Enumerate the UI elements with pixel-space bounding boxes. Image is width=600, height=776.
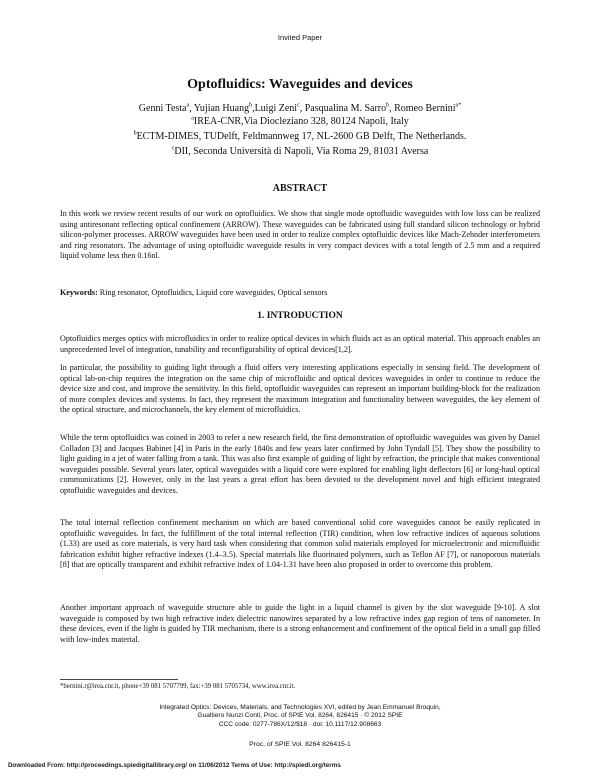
- intro-paragraph-1: Optofluidics merges optics with microfluidics in order to realize optical devices in which fluids act as an optical material. This approach enables an unprecedented level of integration, tunability and reconfigurability of optical devices[1,2].: [60, 334, 540, 354]
- page-identifier: Proc. of SPIE Vol. 8264 826415-1: [249, 741, 351, 748]
- abstract-heading: ABSTRACT: [272, 183, 328, 194]
- footnote-text: *bernini.r@irea.cnr.it, phone+39 081 5707799, fax:+39 081 5705734, www.irea.cnr.it.: [60, 683, 296, 690]
- invited-paper-label: Invited Paper: [277, 33, 323, 42]
- affiliation-text: IREA-CNR,Via Diocleziano 328, 80124 Napoli, Italy: [193, 116, 409, 127]
- keywords-text: Ring resonator, Optofluidics, Liquid core waveguides, Optical sensors: [97, 288, 328, 297]
- abstract-text: In this work we review recent results of our work on optofluidics. We show that single mode optofluidic waveguides with low loss can be realized using antiresonant reflecting optical confinement (ARROW). These waveguides can be fabricated using full standard silicon technology or hybrid silicon-polymer processes. ARROW waveguides have been used in order to realize complex optofluidic devices like Mach-Zehnder interferometers and ring resonators. The advantage of using optofluidic waveguide results in very compact devices with a total length of 2.5 mm and a required liquid volume less then 0.16nl.: [60, 209, 540, 261]
- citation-line-3: CCC code: 0277-786X/12/$18 · doi: 10.1117/12.908663: [218, 720, 382, 728]
- author-name: Genni Testa: [138, 103, 187, 114]
- keywords-label: Keywords:: [60, 288, 98, 297]
- author-affiliation-mark: a*: [455, 102, 462, 109]
- affiliation-b: [0, 130, 600, 143]
- affiliation-mark: b: [133, 130, 137, 137]
- author-name: ,Luigi Zeni: [252, 103, 298, 114]
- citation-line-1: Integrated Optics: Devices, Materials, and Technologies XVI, edited by Jean Emmanuel Broquin,: [159, 704, 441, 711]
- citation-block: [0, 704, 600, 729]
- author-affiliation-mark: b: [386, 102, 390, 109]
- intro-paragraph-3: While the term optofluidics was coined in 2003 to refer a new research field, the first demonstration of optofluidic waveguides was given by Daniel Colladon [3] and Jacques Babinet [4] in Paris in the early 1840s and few years later confirmed by John Tyndall [5]. They show the possibility to light guiding in a jet of water falling from a tank. This was also first example of guiding of light by refraction, the principle that makes conventional waveguides possible. Several years later, optical waveguides with a liquid core were explored for enabling light deflectors [6] or long-haul optical communications [2]. However, only in the last years a great effort has been devoted to the development novel and high efficient integrated optofluidic waveguides and devices.: [60, 433, 540, 495]
- intro-paragraph-5: Another important approach of waveguide structure able to guide the light in a liquid channel is given by the slot waveguide [9-10]. A slot waveguide is composed by two high refractive index dielectric nanowires separated by a low refractive index gap region of tens of nanometer. In these devices, even if the light is guided by TIR mechanism, there is a strong enhancement and confinement of the optical field in a small gap filled with low-index material.: [60, 603, 540, 644]
- author-affiliation-mark: c: [297, 102, 300, 109]
- paper-title: Optofluidics: Waveguides and devices: [187, 77, 413, 92]
- citation-line-2: Gualtiero Nunzi Conti, Proc. of SPIE Vol. 8264, 826415 · © 2012 SPIE: [197, 712, 403, 720]
- author-name: , Yujian Huang: [189, 103, 250, 114]
- affiliation-a: [0, 115, 600, 128]
- affiliation-mark: c: [171, 145, 175, 152]
- intro-paragraph-4: The total internal reflection confinement mechanism on which are based conventional solid core waveguides cannot be easily replicated in optofluidic waveguides. In fact, the fulfillment of the total internal reflection (TIR) condition, when low refractive indices of aqueous solutions (1.33) are used as core materials, is very hard task when considering that common solid materials employed for microelectronic and microfluidic fabrication exhibit higher refractive indexes (1.4–3.5). Special materials like fluorinated polymers, such as Teflon AF [7], or nanoporous materials [8] that are optically transparent and exhibit refractive index of 1.04-1.31 have been also proposed in order to overcome this problem.: [60, 518, 540, 570]
- author-affiliation-mark: b: [249, 102, 253, 109]
- affiliation-text: ECTM-DIMES, TUDelft, Feldmannweg 17, NL-2600 GB Delft, The Netherlands.: [136, 131, 467, 142]
- affiliation-mark: a: [191, 115, 194, 122]
- intro-paragraph-2: In particular, the possibility to guiding light through a fluid offers very interesting applications especially in sensing field. The development of optical lab-on-chip requires the integration on the same chip of microfluidic and optical devices waveguides in order to continue to reduce the device size and cost, and improve the sensitivity. In this field, optofluidic waveguides can represent an important building-block for the realization of more complex devices and systems. In fact, they represent the maximum integration and functionality between waveguides, the key element of the optical structure, and microchannels, the key element of microfluidics.: [60, 363, 540, 415]
- author-list: [0, 102, 600, 115]
- footnote-rule: [60, 679, 178, 680]
- author-affiliation-mark: a: [186, 102, 190, 109]
- author-name: , Pasqualina M. Sarro: [299, 103, 387, 114]
- author-name: , Romeo Bernini: [389, 103, 456, 114]
- affiliation-text: DII, Seconda Università di Napoli, Via Roma 29, 81031 Aversa: [174, 146, 429, 157]
- affiliation-c: [0, 145, 600, 158]
- download-notice: Downloaded From: http://proceedings.spiedigitallibrary.org/ on 11/06/2012 Terms of Use: http://spiedl.org/terms: [8, 762, 341, 769]
- keywords-line: [60, 288, 540, 299]
- section-heading-introduction: 1. INTRODUCTION: [257, 311, 343, 321]
